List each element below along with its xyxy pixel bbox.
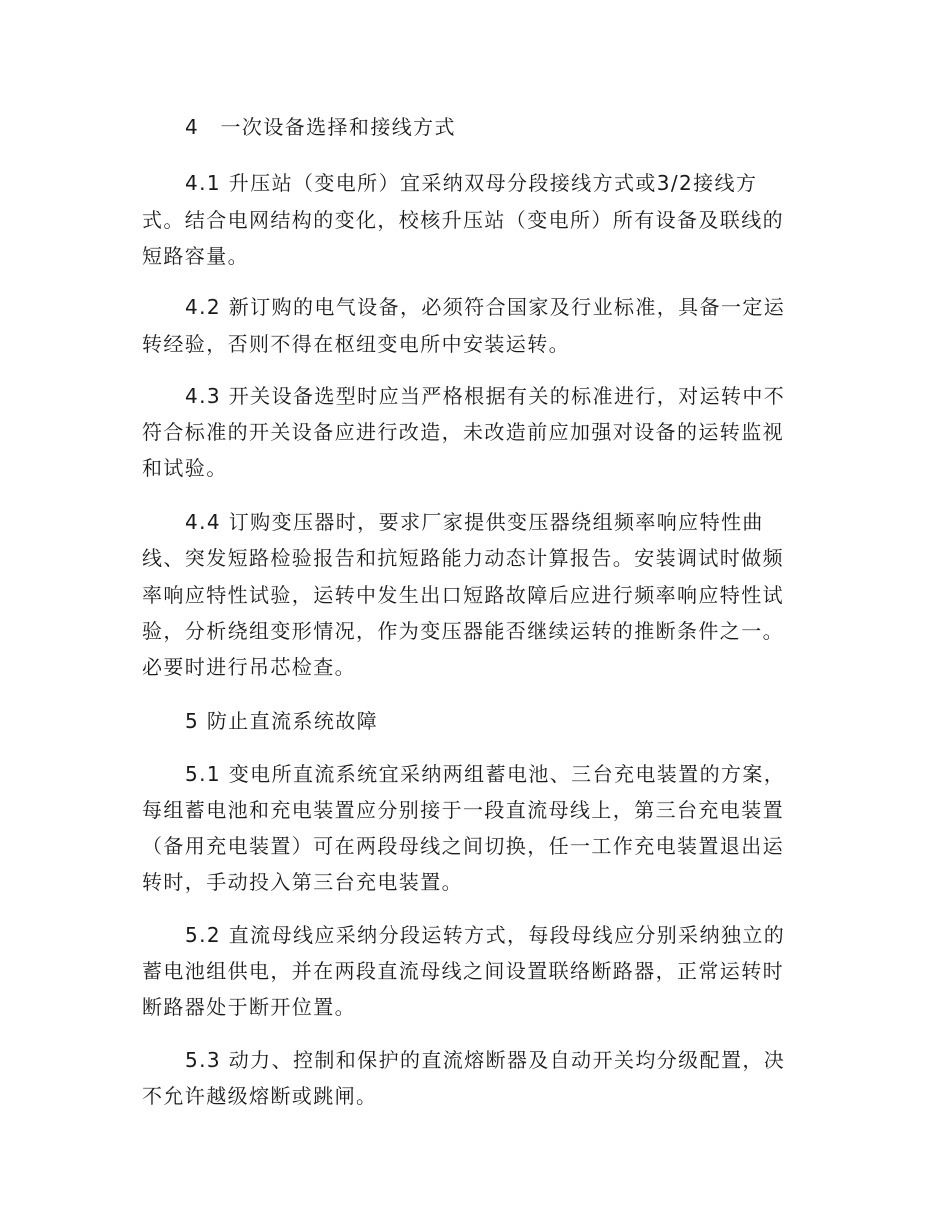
paragraph-4-2-line: 转经验，否则不得在枢纽变电所中安装运转。 [142,332,570,356]
paragraph-4-4-line: 线、突发短路检验报告和抗短路能力动态计算报告。安装调试时做频 [142,546,784,570]
paragraph-4-3-line: 和试验。 [142,456,228,480]
paragraph-5-2-line: 蓄电池组供电，并在两段直流母线之间设置联络断路器，正常运转时 [142,959,784,983]
paragraph-4-1-line: 式。结合电网结构的变化，校核升压站（变电所）所有设备及联线的 [142,208,784,232]
paragraph-4-2-line: 4.2 新订购的电气设备，必须符合国家及行业标准，具备一定运 [185,295,786,319]
paragraph-5-2-line: 断路器处于断开位置。 [142,995,356,1019]
section-heading-4: 4 一次设备选择和接线方式 [185,115,456,139]
section-heading-5: 5 防止直流系统故障 [185,709,379,733]
paragraph-4-4-line: 必要时进行吊芯检查。 [142,655,356,679]
paragraph-4-1-line: 4.1 升压站（变电所）宜采纳双母分段接线方式或3/2接线方 [185,171,758,195]
paragraph-5-1-line: 每组蓄电池和充电装置应分别接于一段直流母线上，第三台充电装置 [142,798,784,822]
paragraph-4-4-line: 验，分析绕组变形情况，作为变压器能否继续运转的推断条件之一。 [142,619,784,643]
paragraph-4-3-line: 4.3 开关设备选型时应当严格根据有关的标准进行，对运转中不 [185,384,786,408]
paragraph-4-3-line: 符合标准的开关设备应进行改造，未改造前应加强对设备的运转监视 [142,420,784,444]
paragraph-5-3-line: 5.3 动力、控制和保护的直流熔断器及自动开关均分级配置，决 [185,1048,786,1072]
paragraph-5-3-line: 不允许越级熔断或跳闸。 [142,1084,378,1108]
paragraph-4-4-line: 率响应特性试验，运转中发生出口短路故障后应进行频率响应特性试 [142,583,784,607]
paragraph-4-4-line: 4.4 订购变压器时，要求厂家提供变压器绕组频率响应特性曲 [185,510,764,534]
paragraph-5-1-line: 转时，手动投入第三台充电装置。 [142,870,463,894]
paragraph-5-1-line: 5.1 变电所直流系统宜采纳两组蓄电池、三台充电装置的方案， [185,762,786,786]
paragraph-5-1-line: （备用充电装置）可在两段母线之间切换，任一工作充电装置退出运 [142,834,784,858]
paragraph-4-1-line: 短路容量。 [142,244,249,268]
paragraph-5-2-line: 5.2 直流母线应采纳分段运转方式，每段母线应分别采纳独立的 [185,923,786,947]
